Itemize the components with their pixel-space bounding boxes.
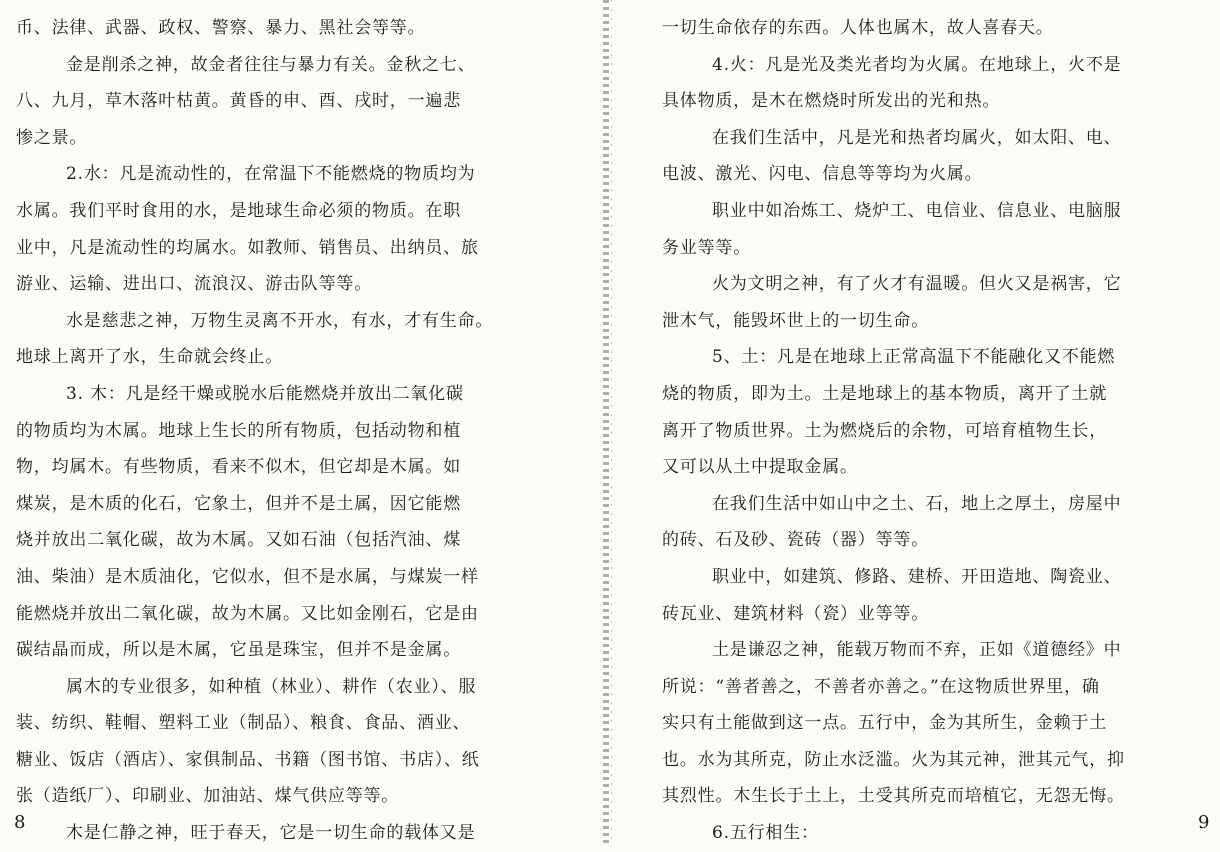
text-line: 烧并放出二氧化碳，故为木属。又如石油（包括汽油、煤: [16, 530, 461, 551]
right-page-number: 9: [1198, 812, 1210, 833]
text-line: 地球上离开了水，生命就会终止。: [16, 347, 283, 368]
text-line: 实只有土能做到这一点。五行中，金为其所生，金赖于土: [662, 713, 1107, 734]
text-line: 的物质均为木属。地球上生长的所有物质，包括动物和植: [16, 420, 461, 441]
text-line: 糖业、饭店（酒店）、家俱制品、书籍（图书馆、书店）、纸: [16, 749, 480, 770]
text-line: 烧的物质，即为土。土是地球上的基本物质，离开了土就: [662, 383, 1107, 404]
text-line: 木是仁静之神，旺于春天，它是一切生命的载体又是: [66, 823, 476, 844]
text-line: 水属。我们平时食用的水，是地球生命必须的物质。在职: [16, 200, 461, 221]
text-line: 砖瓦业、建筑材料（瓷）业等等。: [662, 603, 929, 624]
text-line: 具体物质，是木在燃烧时所发出的光和热。: [662, 91, 1001, 112]
book-gutter: [603, 0, 609, 847]
text-line: 也。水为其所克，防止水泛滥。火为其元神，泄其元气，抑: [662, 749, 1125, 770]
text-line: 泄木气，能毁坏世上的一切生命。: [662, 310, 929, 331]
book-gutter-shadow: [611, 0, 612, 847]
text-line: 5、土：凡是在地球上正常高温下不能融化又不能燃: [712, 347, 1116, 368]
text-line: 碳结晶而成，所以是木属，它虽是珠宝，但并不是金属。: [16, 640, 461, 661]
text-line: 惨之景。: [16, 127, 88, 148]
text-line: 4.火：凡是光及类光者均为火属。在地球上，火不是: [712, 54, 1122, 75]
text-line: 油、柴油）是木质油化，它似水，但不是水属，与煤炭一样: [16, 566, 479, 587]
text-line: 币、法律、武器、政权、警察、暴力、黑社会等等。: [16, 18, 426, 38]
text-line: 土是谦忍之神，能载万物而不弃，正如《道德经》中: [712, 640, 1122, 661]
text-line: 张（造纸厂）、印刷业、加油站、煤气供应等等。: [16, 786, 400, 807]
text-line: 离开了物质世界。土为燃烧后的余物，可培育植物生长，: [662, 420, 1107, 441]
text-line: 能燃烧并放出二氧化碳，故为木属。又比如金刚石，它是由: [16, 603, 479, 624]
right-page: [662, 10, 1210, 852]
text-line: 电波、激光、闪电、信息等等均为火属。: [662, 164, 983, 185]
text-line: 3. 木：凡是经干燥或脱水后能燃烧并放出二氧化碳: [66, 383, 464, 404]
text-line: 在我们生活中如山中之土、石，地上之厚土，房屋中: [712, 493, 1122, 514]
text-line: 业中，凡是流动性的均属水。如教师、销售员、出纳员、旅: [16, 237, 479, 258]
text-line: 在我们生活中，凡是光和热者均属火，如太阳、电、: [712, 127, 1122, 148]
left-page: [16, 10, 570, 852]
text-line: 职业中，如建筑、修路、建桥、开田造地、陶瓷业、: [712, 566, 1122, 587]
text-line: 又可以从土中提取金属。: [662, 457, 858, 478]
text-line: 属木的专业很多，如种植（林业）、耕作（农业）、服: [66, 676, 477, 697]
text-line: 其烈性。木生长于土上，土受其所克而培植它，无怨无悔。: [662, 786, 1125, 807]
text-line: 2.水：凡是流动性的，在常温下不能燃烧的物质均为: [66, 164, 476, 185]
text-line: 的砖、石及砂、瓷砖（器）等等。: [662, 530, 929, 551]
text-line: 职业中如冶炼工、烧炉工、电信业、信息业、电脑服: [712, 200, 1122, 221]
text-line: 装、纺织、鞋帽、塑料工业（制品）、粮食、食品、酒业、: [16, 713, 471, 734]
text-line: 八、九月，草木落叶枯黄。黄昏的申、酉、戌时，一遍悲: [16, 91, 461, 112]
text-line: 物，均属木。有些物质，看来不似木，但它却是木属。如: [16, 457, 461, 478]
text-line: 水是慈悲之神，万物生灵离不开水，有水，才有生命。: [66, 310, 494, 331]
text-line: 火为文明之神，有了火才有温暖。但火又是祸害，它: [712, 274, 1122, 295]
left-page-number: 8: [14, 812, 26, 833]
text-line: 游业、运输、进出口、流浪汉、游击队等等。: [16, 274, 372, 295]
text-line: 煤炭，是木质的化石，它象土，但并不是土属，因它能燃: [16, 493, 461, 514]
text-line: 金是削杀之神，故金者往往与暴力有关。金秋之七、: [66, 54, 476, 75]
text-line: 6.五行相生：: [712, 823, 819, 844]
text-line: 一切生命依存的东西。人体也属木，故人喜春天。: [662, 18, 1054, 38]
text-line: 务业等等。: [662, 237, 751, 258]
text-line: 所说：“善者善之，不善者亦善之。”在这物质世界里，确: [662, 676, 1100, 697]
